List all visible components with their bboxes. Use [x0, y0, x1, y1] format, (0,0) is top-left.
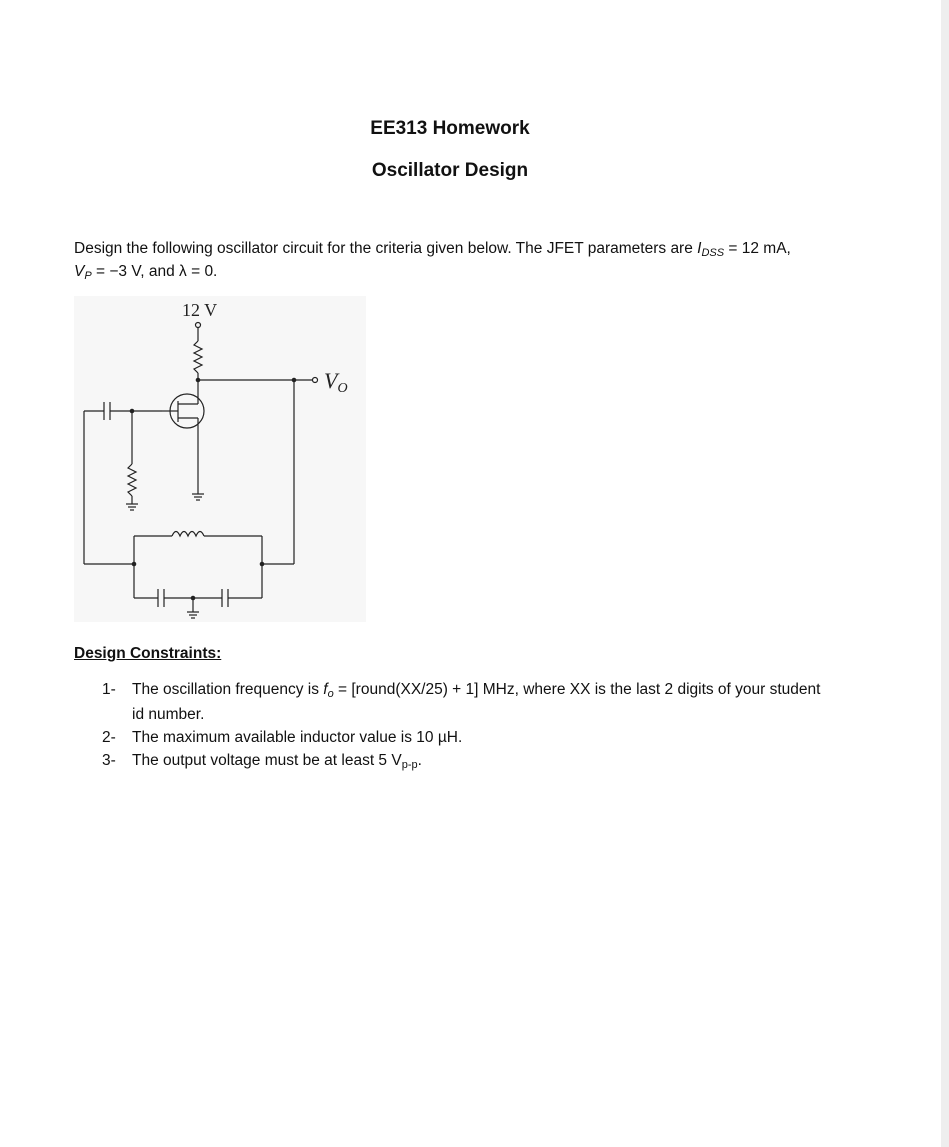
list-item: 1- The oscillation frequency is fo = [round(XX/25) + 1] MHz, where XX is the last 2 digits of your student id number.	[102, 681, 821, 723]
page-subtitle: Oscillator Design	[371, 160, 529, 181]
supply-label: 12 V	[182, 300, 218, 320]
list-item: 3- The output voltage must be at least 5 Vp-p.	[102, 752, 422, 771]
intro-paragraph: Design the following oscillator circuit for the criteria given below. The JFET parameters are IDSS = 12 mA, VP = −3 V, and λ = 0.	[74, 240, 791, 282]
list-item: 2- The maximum available inductor value is 10 µH.	[102, 729, 463, 746]
scrollbar[interactable]	[941, 0, 949, 1147]
constraints-heading: Design Constraints:	[74, 645, 222, 662]
output-label: VO	[324, 368, 348, 396]
page-title: EE313 Homework	[370, 118, 530, 139]
oscillator-circuit-diagram	[74, 296, 374, 626]
constraints-list	[74, 678, 834, 774]
